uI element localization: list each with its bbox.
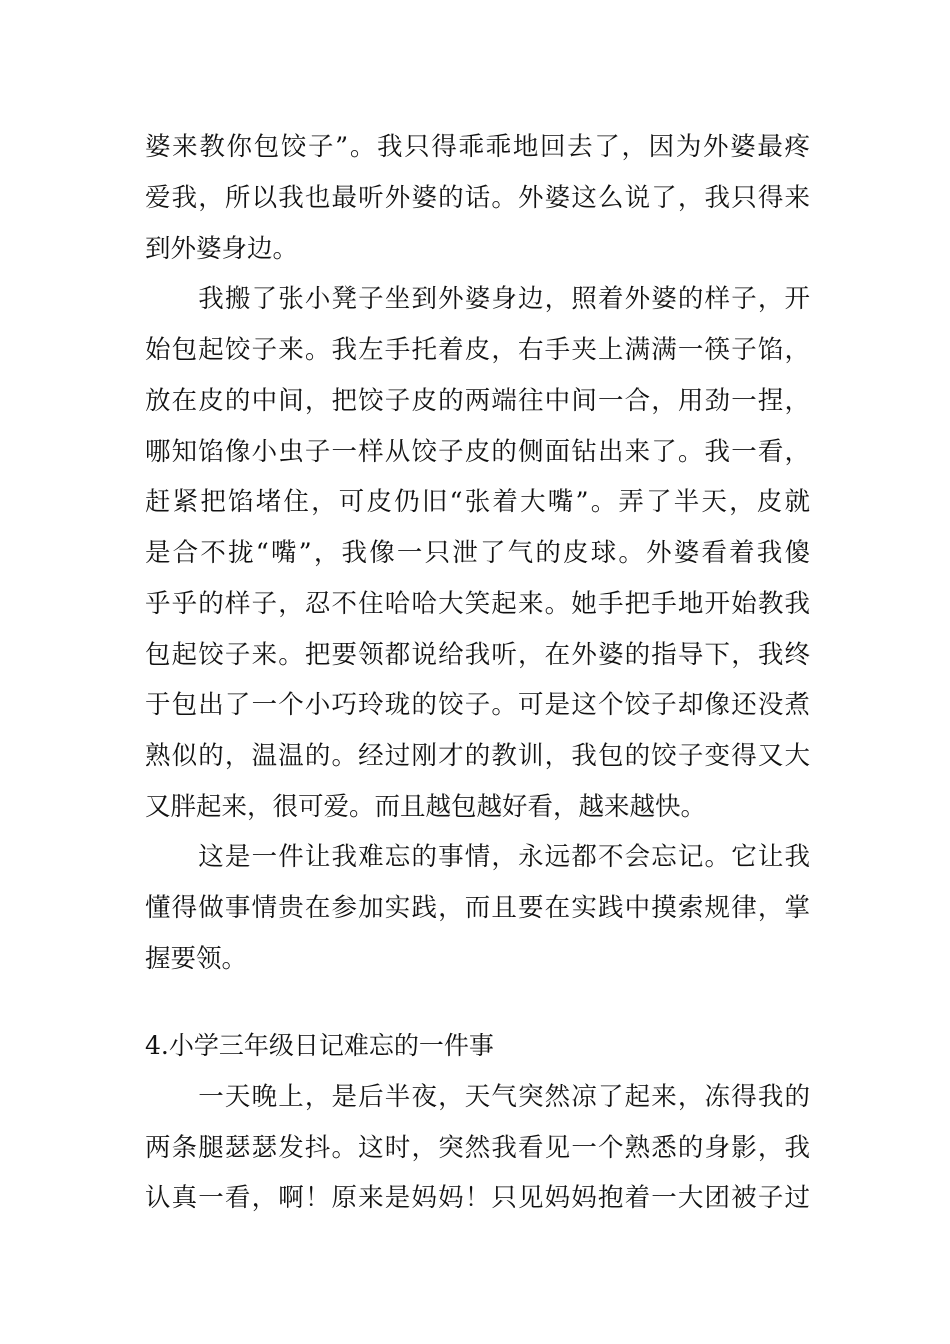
section-paragraph-line-2: 两条腿瑟瑟发抖。这时，突然我看见一个熟悉的身影，我	[145, 1133, 810, 1163]
paragraph-2-line-1: 我搬了张小凳子坐到外婆身边，照着外婆的样子，开	[145, 284, 810, 314]
paragraph-2-line-3: 放在皮的中间，把饺子皮的两端往中间一合，用劲一捏，	[145, 386, 810, 416]
paragraph-2-line-5: 赶紧把馅堵住，可皮仍旧“张着大嘴”。弄了半天，皮就	[145, 487, 810, 517]
paragraph-2-line-7: 乎乎的样子，忍不住哈哈大笑起来。她手把手地开始教我	[145, 589, 810, 619]
paragraph-3-line-1: 这是一件让我难忘的事情，永远都不会忘记。它让我	[145, 842, 810, 872]
section-paragraph-line-3: 认真一看，啊！原来是妈妈！只见妈妈抱着一大团被子过	[145, 1183, 810, 1213]
paragraph-2-line-6: 是合不拢“嘴”，我像一只泄了气的皮球。外婆看着我傻	[145, 538, 810, 568]
paragraph-1-line-1: 婆来教你包饺子”。我只得乖乖地回去了，因为外婆最疼	[145, 132, 810, 162]
section-paragraph-line-1: 一天晚上，是后半夜，天气突然凉了起来，冻得我的	[145, 1082, 810, 1112]
paragraph-1-line-3: 到外婆身边。	[145, 234, 299, 264]
paragraph-1-line-2: 爱我，所以我也最听外婆的话。外婆这么说了，我只得来	[145, 183, 810, 213]
paragraph-2-line-11: 又胖起来，很可爱。而且越包越好看，越来越快。	[145, 792, 707, 822]
paragraph-2-line-4: 哪知馅像小虫子一样从饺子皮的侧面钻出来了。我一看，	[145, 437, 810, 467]
paragraph-2-line-2: 始包起饺子来。我左手托着皮，右手夹上满满一筷子馅，	[145, 335, 810, 365]
paragraph-3-line-2: 懂得做事情贵在参加实践，而且要在实践中摸索规律，掌	[145, 893, 810, 923]
paragraph-2-line-9: 于包出了一个小巧玲珑的饺子。可是这个饺子却像还没煮	[145, 690, 810, 720]
paragraph-2-line-10: 熟似的，温温的。经过刚才的教训，我包的饺子变得又大	[145, 741, 810, 771]
paragraph-2-line-8: 包起饺子来。把要领都说给我听，在外婆的指导下，我终	[145, 640, 810, 670]
section-heading: 4.小学三年级日记难忘的一件事	[145, 1031, 494, 1060]
paragraph-3-line-3: 握要领。	[145, 944, 248, 974]
